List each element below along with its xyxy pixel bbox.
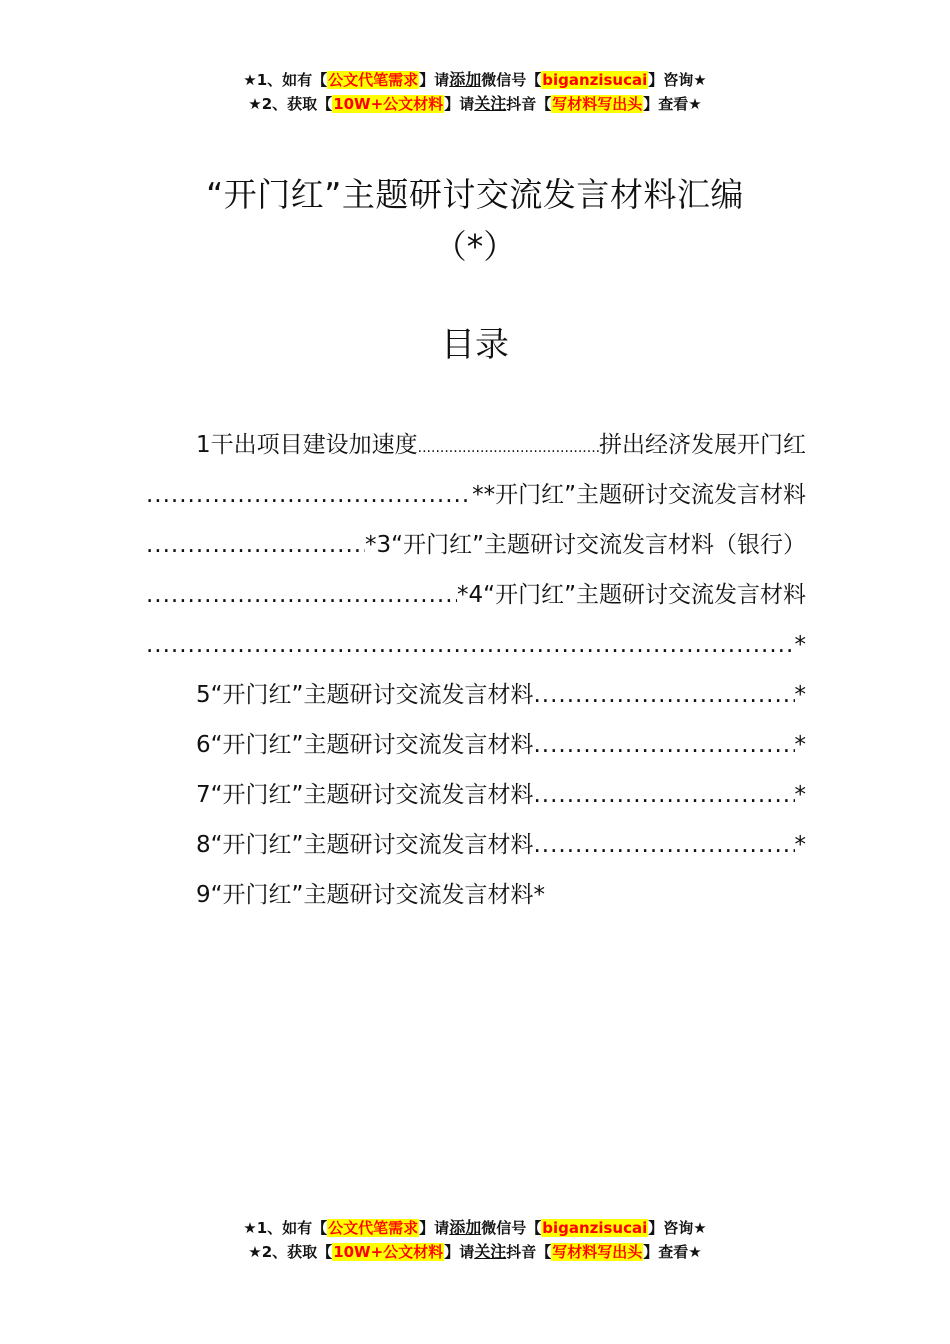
toc-leader [146,570,457,620]
header-banner [0,68,950,116]
toc-leader [418,423,599,470]
banner-underlined: 关注 [474,94,507,113]
toc-entry-text: 1干出项目建设加速度 [196,432,418,458]
toc-entry-text: 7“开门红”主题研讨交流发言材料 [196,782,534,808]
banner-text: 抖音【 [506,1243,552,1261]
toc-leader [533,770,794,820]
document-subtitle: （*） [433,227,517,266]
banner-text: ★2、获取【 [248,1243,333,1261]
banner-underlined: 添加 [449,1218,482,1237]
toc-heading: 目录 [441,325,509,365]
toc-leader [533,720,794,770]
toc-entry-text: 拼出经济发展开门红 [599,432,806,458]
banner-text: ★1、如有【 [243,1219,328,1237]
banner-text: 】请 [444,95,475,113]
toc-entry[interactable] [146,570,806,620]
footer-banner [0,1216,950,1264]
toc-entry[interactable] [146,670,806,720]
banner-highlight: biganzisucai [542,71,648,89]
banner-underlined: 添加 [449,70,482,89]
banner-highlight: 10W+公文材料 [333,1243,444,1261]
banner-highlight: 公文代笔需求 [328,71,419,89]
banner-text: 】请 [444,1243,475,1261]
banner-text: 微信号【 [481,71,542,89]
banner-highlight: 10W+公文材料 [333,95,444,113]
banner-underlined: 关注 [474,1242,507,1261]
toc-entry-text: *3“开门红”主题研讨交流发言材料（银行） [365,532,806,558]
toc-leader [533,670,794,720]
banner-highlight: biganzisucai [542,1219,648,1237]
banner-text: 】咨询★ [648,71,707,89]
banner-text: 抖音【 [506,95,552,113]
toc-entry-text: **开门红”主题研讨交流发言材料 [472,482,806,508]
toc-entry-text: 9“开门红”主题研讨交流发言材料* [196,882,545,908]
toc-entry[interactable] [146,620,806,670]
toc-leader [146,470,472,520]
banner-text: 微信号【 [481,1219,542,1237]
toc-leader [533,820,794,870]
toc-entry[interactable] [146,420,806,470]
toc-entry[interactable] [146,870,806,920]
toc-entry-text: 6“开门红”主题研讨交流发言材料 [196,732,534,758]
toc-entry[interactable] [146,820,806,870]
toc-page-number: * [794,732,806,758]
banner-highlight: 写材料写出头 [552,1243,643,1261]
banner-line-2 [0,1240,950,1264]
toc-page-number: * [794,682,806,708]
toc-entry[interactable] [146,770,806,820]
document-title: “开门红”主题研讨交流发言材料汇编 [206,175,744,214]
table-of-contents [146,420,806,920]
toc-entry-text: 5“开门红”主题研讨交流发言材料 [196,682,534,708]
banner-highlight: 公文代笔需求 [328,1219,419,1237]
banner-text: ★1、如有【 [243,71,328,89]
toc-page-number: * [794,632,806,658]
toc-page-number: * [794,782,806,808]
banner-line-1 [0,68,950,92]
toc-leader [146,520,365,570]
banner-text: 】请 [419,1219,450,1237]
toc-entry-text: 8“开门红”主题研讨交流发言材料 [196,832,534,858]
banner-line-1 [0,1216,950,1240]
toc-entry[interactable] [146,520,806,570]
toc-page-number: * [794,832,806,858]
toc-entry-text: *4“开门红”主题研讨交流发言材料 [457,582,806,608]
banner-text: 】咨询★ [648,1219,707,1237]
banner-highlight: 写材料写出头 [552,95,643,113]
banner-text: 】查看★ [643,1243,702,1261]
toc-entry[interactable] [146,720,806,770]
toc-entry[interactable] [146,470,806,520]
banner-line-2 [0,92,950,116]
toc-leader [146,620,795,670]
banner-text: 】查看★ [643,95,702,113]
banner-text: 】请 [419,71,450,89]
banner-text: ★2、获取【 [248,95,333,113]
